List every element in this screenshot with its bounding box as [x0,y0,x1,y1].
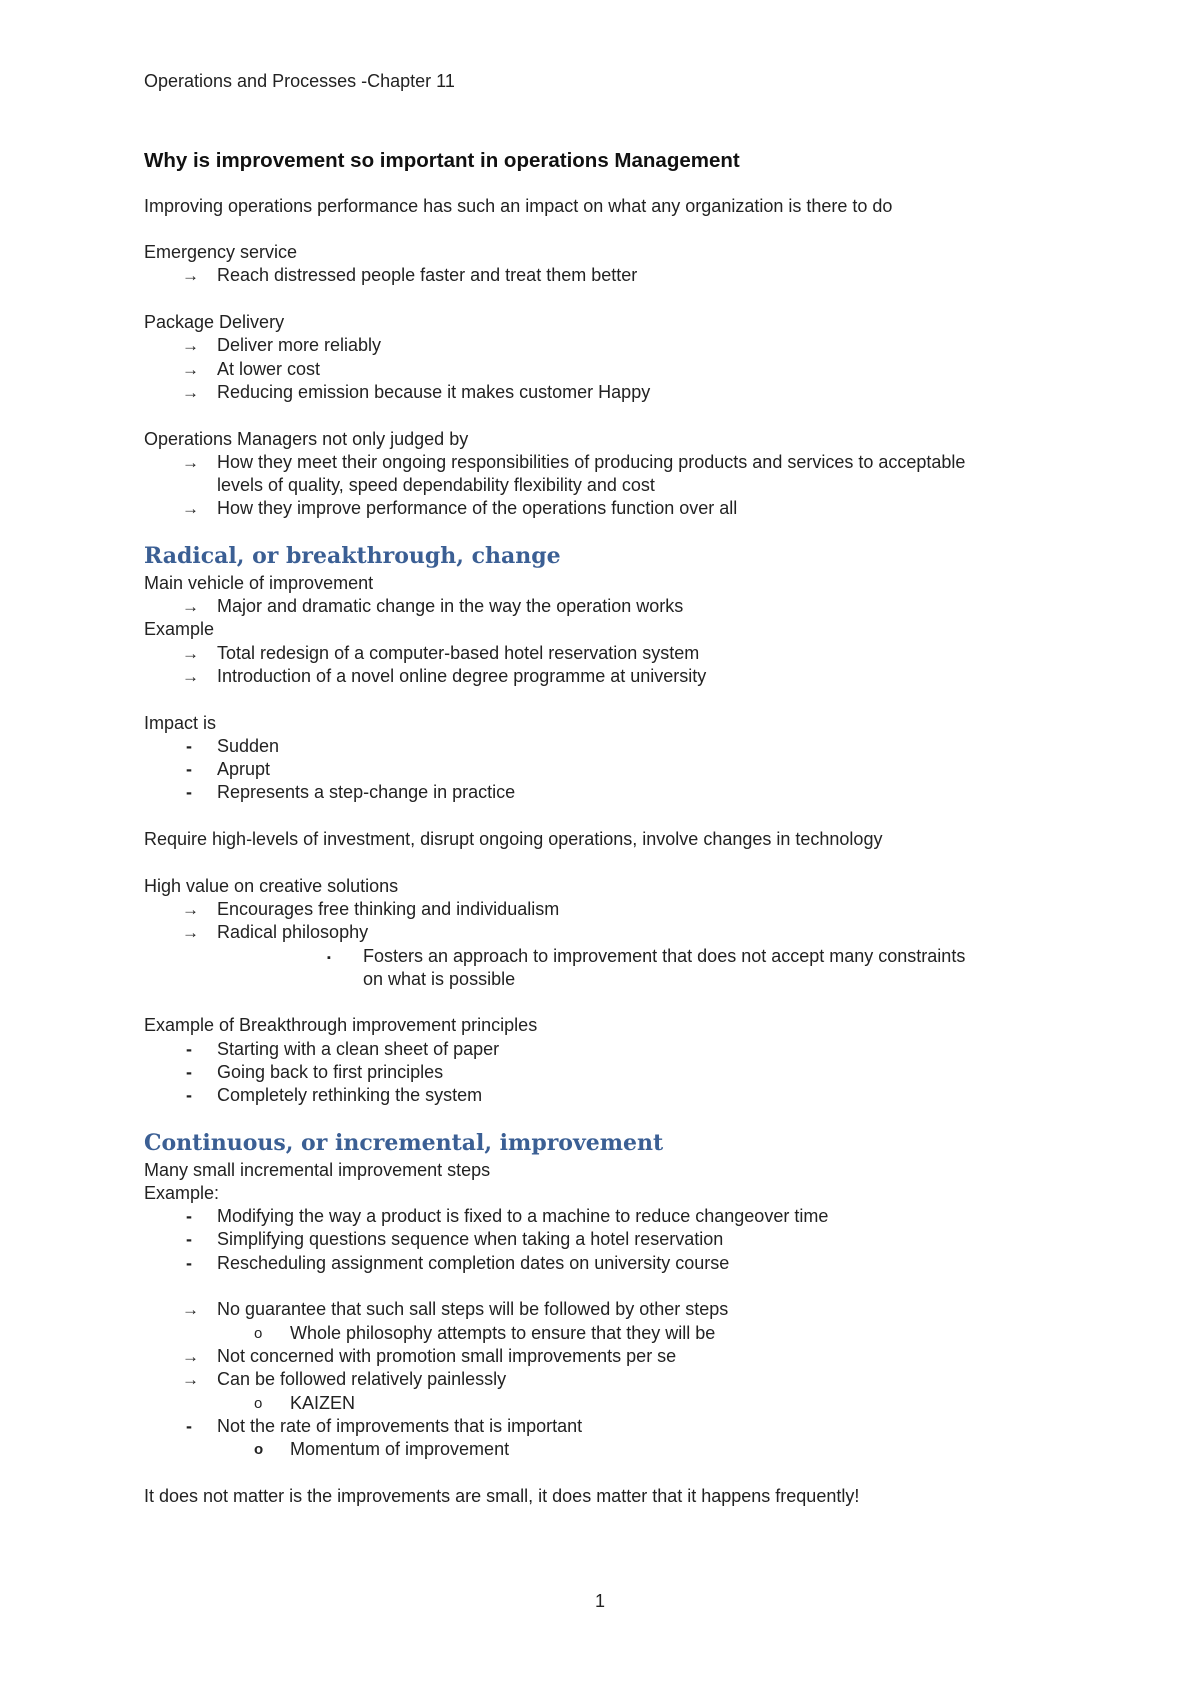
list-item: → How they improve performance of the operations function over all [144,497,1100,520]
dash-bullet-icon: - [186,1038,192,1059]
dash-bullet-icon: - [186,1061,192,1082]
list-item: o KAIZEN [144,1392,1100,1415]
label-principles: Example of Breakthrough improvement principles [144,1015,538,1036]
list-item: → Introduction of a novel online degree programme at university [144,665,1100,688]
list-item: - Not the rate of improvements that is important [144,1415,1100,1438]
dash-bullet-icon: - [186,759,192,780]
list-item: → Encourages free thinking and individualism [144,898,1100,921]
label-emergency-service: Emergency service [144,242,298,263]
dash-bullet-icon: - [186,1252,192,1273]
list-item-continuation: on what is possible [363,968,516,989]
list-item-continuation: levels of quality, speed dependability flexibility and cost [217,475,655,496]
list-item: - Simplifying questions sequence when taking a hotel reservation [144,1228,1100,1251]
page-number: 1 [594,1591,605,1611]
list-item: → Major and dramatic change in the way the operation works [144,595,1100,618]
list-item: - Aprupt [144,758,1100,781]
list-item: ▪ Fosters an approach to improvement that does not accept many constraints [144,945,1100,968]
circle-bullet-icon: o [254,1394,263,1412]
arrow-right-icon: → [182,1370,199,1390]
paragraph-require: Require high-levels of investment, disrupt ongoing operations, involve changes in technology [144,829,883,850]
page-header: Operations and Processes -Chapter 11 [144,71,455,91]
label-impact: Impact is [144,712,217,733]
list-item: → Can be followed relatively painlessly [144,1368,1100,1391]
list-item: - Modifying the way a product is fixed to a machine to reduce changeover time [144,1205,1100,1228]
label-example: Example [144,619,215,640]
arrow-right-icon: → [182,336,199,356]
label-package-delivery: Package Delivery [144,312,285,333]
section-heading-continuous-improvement: Continuous, or incremental, improvement [144,1129,664,1156]
dash-bullet-icon: - [186,1415,192,1436]
arrow-right-icon: → [182,382,199,402]
circle-bullet-icon: o [254,1324,263,1342]
list-item: - Rescheduling assignment completion dates on university course [144,1252,1100,1275]
arrow-right-icon: → [182,499,199,519]
list-item: → Not concerned with promotion small improvements per se [144,1345,1100,1368]
dash-bullet-icon: - [186,782,192,803]
list-item: - Starting with a clean sheet of paper [144,1038,1100,1061]
list-item: → Total redesign of a computer-based hotel reservation system [144,642,1100,665]
arrow-right-icon: → [182,899,199,919]
arrow-right-icon: → [182,643,199,663]
label-example: Example: [144,1182,220,1203]
arrow-right-icon: → [182,1300,199,1320]
dash-bullet-icon: - [186,1085,192,1106]
dash-bullet-icon: - [186,735,192,756]
list-item: → Deliver more reliably [144,334,1100,357]
label-high-value: High value on creative solutions [144,875,399,896]
arrow-right-icon: → [182,359,199,379]
list-item: → How they meet their ongoing responsibilities of producing products and services to acceptable [144,451,1100,474]
arrow-right-icon: → [182,597,199,617]
label-operations-managers: Operations Managers not only judged by [144,428,469,449]
circle-bullet-icon: o [254,1441,264,1459]
arrow-right-icon: → [182,1346,199,1366]
arrow-right-icon: → [182,452,199,472]
arrow-right-icon: → [182,923,199,943]
dash-bullet-icon: - [186,1229,192,1250]
section-heading-why-improvement: Why is improvement so important in operations Management [144,149,740,173]
section-heading-radical-change: Radical, or breakthrough, change [144,542,561,569]
list-item: - Sudden [144,735,1100,758]
list-item: - Completely rethinking the system [144,1084,1100,1107]
list-item: - Represents a step-change in practice [144,781,1100,804]
list-item: o Momentum of improvement [144,1438,1100,1461]
list-item: → Radical philosophy [144,921,1100,944]
label-main-vehicle: Main vehicle of improvement [144,572,374,593]
list-item: → Reducing emission because it makes customer Happy [144,381,1100,404]
arrow-right-icon: → [182,266,199,286]
dash-bullet-icon: - [186,1206,192,1227]
list-item: o Whole philosophy attempts to ensure that they will be [144,1322,1100,1345]
list-item: → Reach distressed people faster and treat them better [144,264,1100,287]
arrow-right-icon: → [182,666,199,686]
square-bullet-icon: ▪ [327,951,331,964]
paragraph-intro: Improving operations performance has such an impact on what any organization is there to do [144,195,893,216]
list-item: → No guarantee that such sall steps will be followed by other steps [144,1298,1100,1321]
paragraph-closing: It does not matter is the improvements are small, it does matter that it happens frequently! [144,1485,860,1506]
list-item: - Going back to first principles [144,1061,1100,1084]
list-item: → At lower cost [144,358,1100,381]
label-many-steps: Many small incremental improvement steps [144,1159,491,1180]
